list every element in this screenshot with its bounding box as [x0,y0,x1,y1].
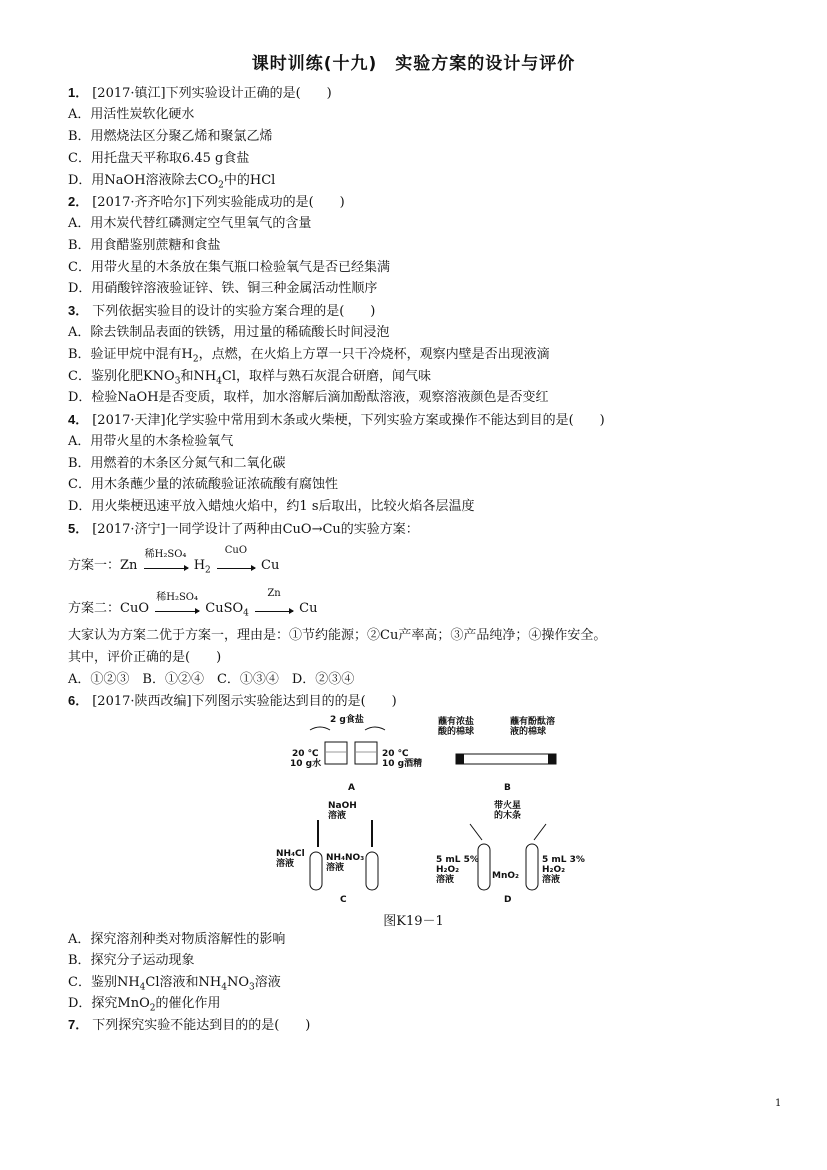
question-stem: [2017·镇江]下列实验设计正确的是( ) [92,86,332,101]
subscript: 3 [174,376,181,387]
product: Cu [299,601,318,616]
subscript: 4 [221,982,227,993]
fig-text: 蘸有酚酞溶 [510,717,556,727]
question-3 [68,302,375,321]
label-h2o2-3 [542,855,585,885]
fig-text-line: 液的棉球 [510,727,547,737]
subscript: 4 [216,376,222,387]
question-number: 4． [68,412,89,427]
option-text: D．用NaOH溶液除去CO [68,173,219,188]
question-6 [68,692,397,711]
stopper-right [548,754,556,764]
fig-text-line: H₂O₂ [436,865,460,875]
page-number: 1 [775,1098,782,1109]
label-mno2 [492,871,519,881]
option-c: C．用托盘天平称取6.45 g食盐 [68,151,250,166]
arrow-reagent: 稀H₂SO₄ [156,592,199,603]
option-c: C．用木条蘸少量的浓硫酸验证浓硫酸有腐蚀性 [68,477,338,492]
subscript: 2 [192,354,199,365]
option-d: D．用硝酸锌溶液验证锌、铁、铜三种金属活动性顺序 [68,281,378,296]
option-a: A．用活性炭软化硬水 [68,107,195,122]
panel-label [504,895,511,904]
scheme-reason: 大家认为方案二优于方案一，理由是：①节约能源；②Cu产率高；③产品纯净；④操作安全。 [68,628,607,643]
option-text: 和NH [180,369,217,384]
option-d [68,172,275,195]
fig-text: D [504,895,512,904]
scheme-1 [68,545,280,576]
option-b: B．用燃烧法区分聚乙烯和聚氯乙烯 [68,129,273,144]
figure-caption: 图K19－1 [383,914,444,929]
fig-text: NH₄Cl [276,849,305,859]
question-stem: [2017·齐齐哈尔]下列实验能成功的是( ) [92,195,345,210]
question-stem: 下列依据实验目的设计的实验方案合理的是( ) [92,304,376,319]
option-text: D．探究MnO [68,996,150,1011]
subscript: 3 [249,982,255,993]
option-text: B．验证甲烷中混有H [68,347,193,362]
label-water [290,749,321,769]
option-text: Cl，取样与熟石灰混合研磨，闻气味 [221,369,431,384]
label-glowing-splint [494,799,521,821]
label-h2o2-5 [436,855,479,885]
question-4 [68,411,605,430]
subscript: 2 [205,565,211,576]
arrow-reagent: 稀H₂SO₄ [144,549,187,560]
scheme-label: 方案一：Zn [68,558,138,573]
fig-text: C [340,895,347,904]
spatula-left [310,727,330,730]
test-tube-left [310,852,322,890]
fig-text: 5 mL 3% [542,855,585,865]
question-7 [68,1016,310,1035]
reaction-arrow [255,588,293,616]
question-1 [68,84,332,103]
question-2 [68,193,345,212]
fig-text-line: 酸的棉球 [438,727,475,737]
fig-text-line: H₂O₂ [542,865,566,875]
question-number: 2． [68,194,89,209]
fig-text-line: 10 g酒精 [382,759,423,769]
question-stem: [2017·济宁]一同学设计了两种由CuO→Cu的实验方案： [92,522,419,537]
panel-d [436,799,585,904]
option-d: D．检验NaOH是否变质，取样，加水溶解后滴加酚酞溶液，观察溶液颜色是否变红 [68,390,549,405]
label-nh4no3 [326,853,364,873]
product: Cu [261,558,280,573]
fig-text-line: 的木条 [494,811,522,821]
fig-text-line: 溶液 [328,811,347,821]
option-c: C．用带火星的木条放在集气瓶口检验氧气是否已经集满 [68,260,390,275]
fig-text: MnO₂ [492,871,519,881]
option-text: C．鉴别NH [68,975,140,990]
option-a: A．用带火星的木条检验氧气 [68,434,234,449]
fig-text-line: 溶液 [276,859,295,869]
question-number: 7． [68,1017,89,1032]
spatula-right [365,727,385,730]
option-a: A．除去铁制品表面的铁锈，用过量的稀硫酸长时间浸泡 [68,325,390,340]
panel-a [290,713,422,793]
fig-text: 蘸有浓盐 [438,717,475,727]
test-tube-right [526,844,538,890]
option-text: ，点燃，在火焰上方罩一只干冷烧杯，观察内壁是否出现液滴 [198,347,550,362]
option-text: 溶液 [254,975,281,990]
option-b: B．用燃着的木条区分氮气和二氧化碳 [68,456,286,471]
fig-text: NaOH [328,801,357,811]
question-stem: [2017·陕西改编]下列图示实验能达到目的的是( ) [92,694,397,709]
question-number: 6． [68,693,89,708]
fig-text: NH₄NO₃ [326,853,365,863]
splint-right [534,824,546,840]
intermediate: H [193,558,206,573]
intermediate: CuSO [205,601,244,616]
fig-text: A [348,783,355,793]
fig-text: 20 ℃ [382,749,409,759]
option-text: 的催化作用 [155,996,221,1011]
option-b [68,346,550,369]
fig-text: 带火星 [494,801,522,811]
option-b: B．用食醋鉴别蔗糖和食盐 [68,238,221,253]
fig-text: 20 ℃ [292,749,319,759]
panel-c [276,801,378,904]
beaker-left [325,742,347,764]
reaction-arrow [144,549,188,573]
label-acid-cotton [438,715,474,737]
question-5 [68,520,419,539]
option-text: Cl溶液和NH [145,975,222,990]
label-naoh [328,801,357,821]
option-c [68,368,431,391]
question-number: 3． [68,303,89,318]
fig-text: 5 mL 5% [436,855,479,865]
splint-left [470,824,482,840]
label-alcohol [382,749,422,769]
subscript: 4 [243,608,249,619]
beaker-right [355,742,377,764]
label-nh4cl [276,849,305,869]
reaction-arrow [217,545,255,573]
fig-text: 2 g食盐 [330,715,364,725]
option-b: B．探究分子运动现象 [68,953,195,968]
stopper-left [456,754,464,764]
subscript: 4 [139,982,146,993]
question-number: 1． [68,85,89,100]
option-a: A．用木炭代替红磷测定空气里氧气的含量 [68,216,312,231]
label-salt [330,713,364,725]
page-title: 课时训练(十九) 实验方案的设计与评价 [251,54,576,74]
option-text: C．鉴别化肥KNO [68,369,175,384]
subscript: 2 [149,1003,156,1014]
option-text: 中的HCl [223,173,276,188]
question-prompt: 其中，评价正确的是( ) [68,650,222,665]
subscript: 2 [218,180,224,191]
scheme-2 [68,588,318,619]
test-tube-left [478,844,490,890]
experiment-figure [270,712,590,904]
fig-text-line: 溶液 [326,863,345,873]
panel-b [438,715,556,793]
reaction-arrow [155,592,199,616]
glass-tube [456,754,556,764]
fig-text-line: 溶液 [436,875,455,885]
option-c [68,974,281,997]
question-number: 5． [68,521,89,536]
question-stem: 下列探究实验不能达到目的的是( ) [92,1018,311,1033]
panel-label [504,783,511,793]
option-d [68,995,221,1018]
panel-label [340,895,347,904]
option-text: NO [226,975,250,990]
fig-text-line: 10 g水 [290,759,322,769]
label-phenol-cotton [510,715,555,737]
arrow-reagent: CuO [224,545,248,556]
option-a: A．探究溶剂种类对物质溶解性的影响 [68,932,286,947]
panel-label [348,783,355,793]
options-row: A．①②③ B．①②④ C．①③④ D．②③④ [68,672,355,687]
fig-text: B [504,783,511,793]
question-stem: [2017·天津]化学实验中常用到木条或火柴梗，下列实验方案或操作不能达到目的是( ) [92,413,605,428]
arrow-reagent: Zn [267,588,281,599]
option-d: D．用火柴梗迅速平放入蜡烛火焰中，约1 s后取出，比较火焰各层温度 [68,499,475,514]
fig-text-line: 溶液 [542,875,561,885]
test-tube-right [366,852,378,890]
scheme-label: 方案二：CuO [68,601,149,616]
